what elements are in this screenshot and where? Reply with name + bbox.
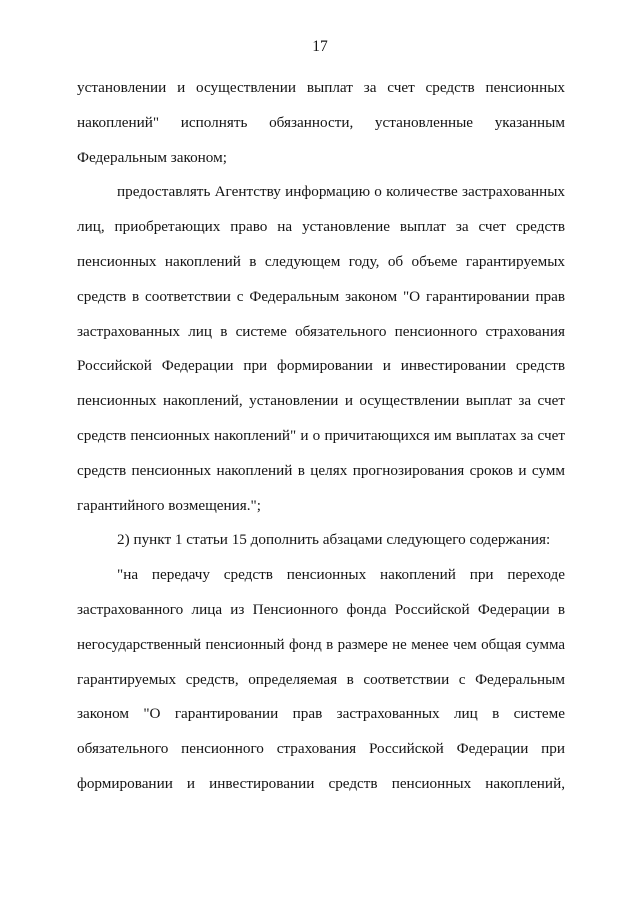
text-line: лиц, приобретающих право на установление выплат за счет средств (77, 218, 565, 236)
text-line: пенсионных накоплений, установлении и осуществлении выплат за счет (77, 392, 565, 410)
text-line: предоставлять Агентству информацию о количестве застрахованных (117, 183, 565, 201)
text-line: негосударственный пенсионный фонд в размере не менее чем общая сумма (77, 636, 565, 653)
text-line: "на передачу средств пенсионных накоплений при переходе (117, 566, 565, 584)
text-line: пенсионных накоплений в следующем году, об объеме гарантируемых (77, 252, 565, 270)
document-body (77, 78, 565, 809)
text-line: средств пенсионных накоплений" и о причитающихся им выплатах за счет (77, 426, 565, 444)
text-line: 2) пункт 1 статьи 15 дополнить абзацами следующего содержания: (117, 531, 551, 549)
page-number: 17 (312, 38, 328, 55)
text-line: Федеральным законом; (77, 148, 227, 166)
text-line: гарантируемых средств, определяемая в соответствии с Федеральным (77, 670, 565, 688)
text-line: законом "О гарантировании прав застрахованных лиц в системе (77, 705, 565, 723)
text-line: застрахованного лица из Пенсионного фонда Российской Федерации в (77, 600, 565, 618)
text-line: обязательного пенсионного страхования Российской Федерации при (77, 740, 565, 758)
text-line: гарантийного возмещения."; (77, 496, 261, 514)
text-line: средств пенсионных накоплений в целях прогнозирования сроков и сумм (77, 461, 565, 479)
text-line: накоплений" исполнять обязанности, установленные указанным (77, 113, 565, 131)
text-line: формировании и инвестировании средств пенсионных накоплений, (77, 774, 565, 792)
text-line: застрахованных лиц в системе обязательного пенсионного страхования (77, 322, 565, 340)
text-line: средств в соответствии с Федеральным законом "О гарантировании прав (77, 287, 565, 305)
text-line: установлении и осуществлении выплат за счет средств пенсионных (77, 79, 565, 96)
text-line: Российской Федерации при формировании и инвестировании средств (77, 357, 565, 375)
